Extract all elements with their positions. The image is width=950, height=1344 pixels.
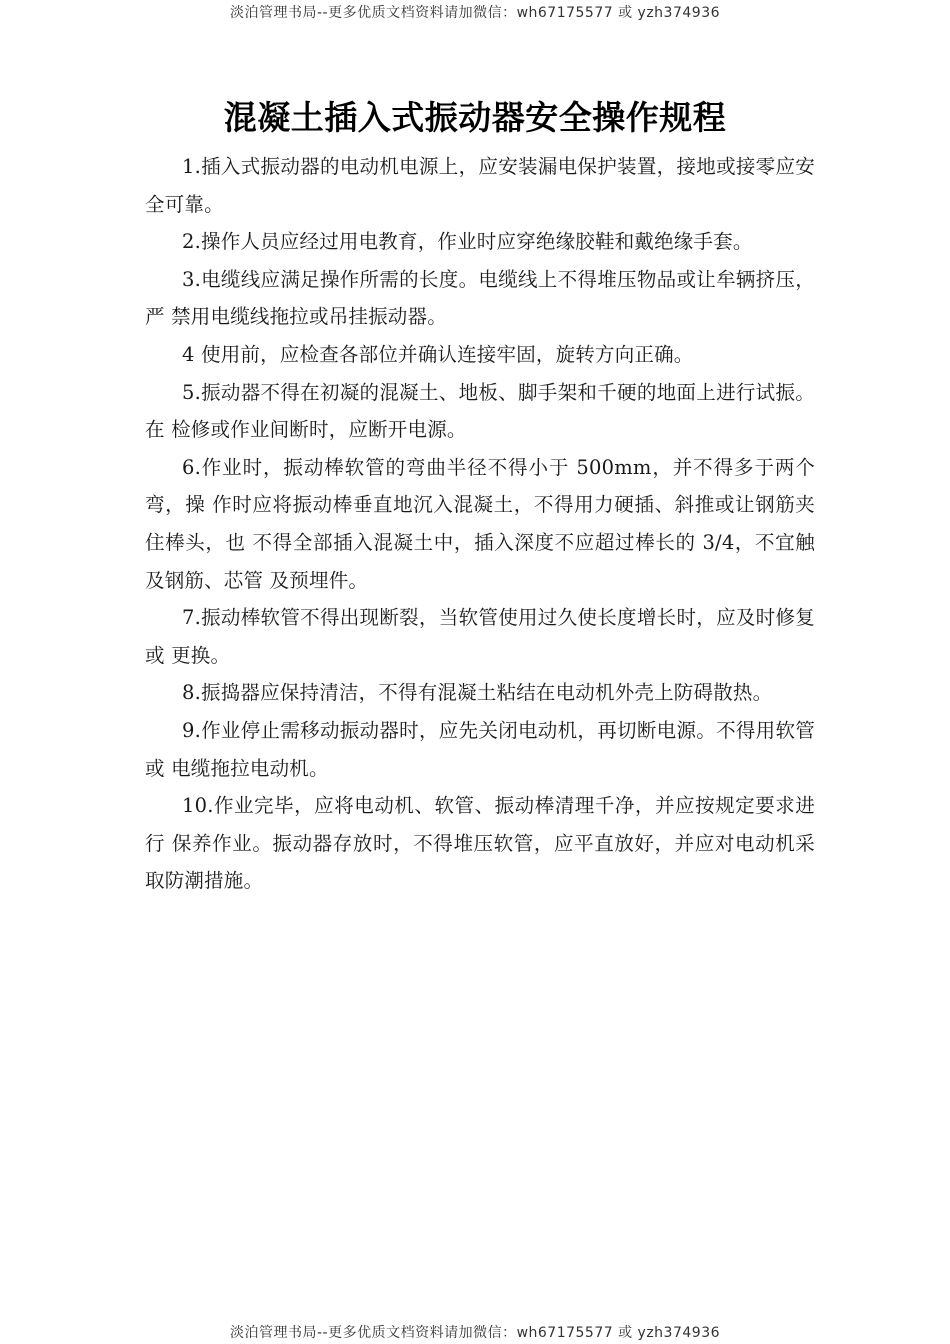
paragraph-9: 9.作业停止需移动振动器时，应先关闭电动机，再切断电源。不得用软管或 电缆拖拉电动机。 — [145, 718, 815, 780]
paragraph-1: 1.插入式振动器的电动机电源上，应安装漏电保护装置，接地或接零应安全可靠。 — [145, 155, 815, 216]
paragraph-4: 4 使用前，应检查各部位并确认连接牢固，旋转方向正确。 — [182, 342, 694, 366]
paragraph-10: 10.作业完毕，应将电动机、软管、振动棒清理千净，并应按规定要求进行 保养作业。振动器存放时，不得堆压软管，应平直放好，并应对电动机采取防潮措施。 — [145, 794, 815, 893]
page-footer: 淡泊管理书局--更多优质文档资料请加微信：wh67175577 或 yzh374936 — [229, 1325, 721, 1341]
page-header: 淡泊管理书局--更多优质文档资料请加微信：wh67175577 或 yzh374936 — [229, 5, 721, 21]
document-body — [145, 148, 815, 900]
paragraph-5: 5.振动器不得在初凝的混凝土、地板、脚手架和千硬的地面上进行试振。在 检修或作业间断时，应断开电源。 — [145, 380, 815, 442]
document-title: 混凝土插入式振动器安全操作规程 — [223, 98, 727, 137]
paragraph-8: 8.振捣器应保持清洁，不得有混凝土粘结在电动机外壳上防碍散热。 — [182, 681, 773, 705]
paragraph-3: 3.电缆线应满足操作所需的长度。电缆线上不得堆压物品或让牟辆挤压，严 禁用电缆线拖拉或吊挂振动器。 — [145, 267, 815, 329]
paragraph-6: 6.作业时，振动棒软管的弯曲半径不得小于 500mm，并不得多于两个弯，操 作时应将振动棒垂直地沉入混凝土，不得用力硬插、斜推或让钢筋夹住棒头，也 不得全部插入混凝土中，插入深度不应超过棒长的 3/4，不宜触及钢筋、芯管 及预埋件。 — [145, 455, 815, 592]
paragraph-7: 7.振动棒软管不得出现断裂，当软管使用过久使长度增长时，应及时修复或 更换。 — [145, 606, 815, 667]
paragraph-2: 2.操作人员应经过用电教育，作业时应穿绝缘胶鞋和戴绝缘手套。 — [182, 230, 753, 254]
